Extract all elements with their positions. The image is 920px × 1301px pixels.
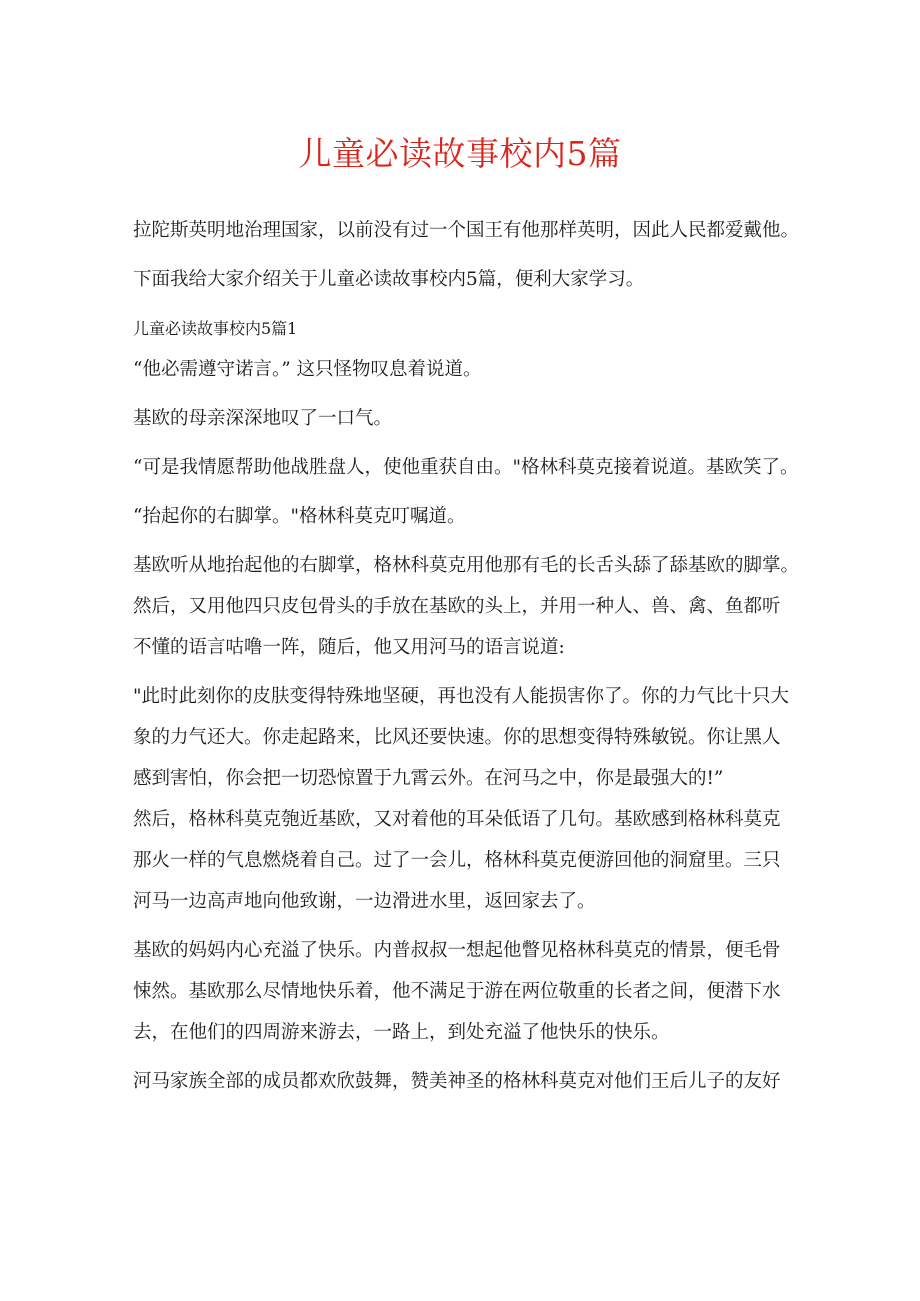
- paragraph-5-line-3: 不懂的语言咕噜一阵，随后，他又用河马的语言说道:: [133, 637, 565, 658]
- paragraph-7-line-2: 那火一样的气息燃烧着自己。过了一会儿，格林科莫克便游回他的洞窟里。三只: [133, 850, 781, 871]
- paragraph-5-line-2: 然后，又用他四只皮包骨头的手放在基欧的头上，并用一种人、兽、禽、鱼都听: [133, 596, 781, 617]
- document-title: 儿童必读故事校内5篇: [298, 134, 622, 173]
- paragraph-4: “抬起你的右脚掌。"格林科莫克叮嘱道。: [133, 506, 466, 527]
- intro-line-2: 下面我给大家介绍关于儿童必读故事校内5篇，便利大家学习。: [133, 269, 645, 290]
- paragraph-7-line-3: 河马一边高声地向他致谢，一边滑进水里，返回家去了。: [133, 891, 596, 912]
- document-body: [133, 210, 798, 1102]
- paragraph-2: 基欧的母亲深深地叹了一口气。: [133, 408, 393, 429]
- paragraph-7-line-1: 然后，格林科莫克匏近基欧，又对着他的耳朵低语了几句。基欧感到格林科莫克: [133, 809, 781, 830]
- paragraph-3: “可是我情愿帮助他战胜盘人，使他重获自由。"格林科莫克接着说道。基欧笑了。: [133, 457, 799, 478]
- paragraph-8-line-3: 去，在他们的四周游来游去，一路上，到处充溢了他快乐的快乐。: [133, 1022, 670, 1043]
- paragraph-9-line-1: 河马家族全部的成员都欢欣鼓舞，赞美神圣的格林科莫克对他们王后儿子的友好: [133, 1071, 781, 1092]
- paragraph-6-line-2: 象的力气还大。你走起路来，比风还要快速。你的思想变得特殊敏锐。你让黑人: [133, 727, 781, 748]
- paragraph-5-line-1: 基欧听从地抬起他的右脚掌，格林科莫克用他那有毛的长舌头舔了舔基欧的脚掌。: [133, 555, 800, 576]
- paragraph-6-line-3: 感到害怕，你会把一切恐惊置于九霄云外。在河马之中，你是最强大的!”: [133, 768, 724, 789]
- intro-line-1: 拉陀斯英明地治理国家，以前没有过一个国王有他那样英明，因此人民都爱戴他。: [133, 220, 800, 241]
- paragraph-8-line-1: 基欧的妈妈内心充溢了快乐。内普叔叔一想起他瞥见格林科莫克的情景，便毛骨: [133, 940, 781, 961]
- paragraph-8-line-2: 悚然。基欧那么尽情地快乐着，他不满足于游在两位敬重的长者之间，便潜下水: [133, 981, 781, 1002]
- paragraph-6-line-1: "此时此刻你的皮肤变得特殊地坚硬，再也没有人能损害你了。你的力气比十只大: [133, 686, 790, 707]
- section-heading: 儿童必读故事校内5篇1: [133, 319, 298, 338]
- paragraph-1: “他必需遵守诺言。” 这只怪物叹息着说道。: [133, 359, 482, 380]
